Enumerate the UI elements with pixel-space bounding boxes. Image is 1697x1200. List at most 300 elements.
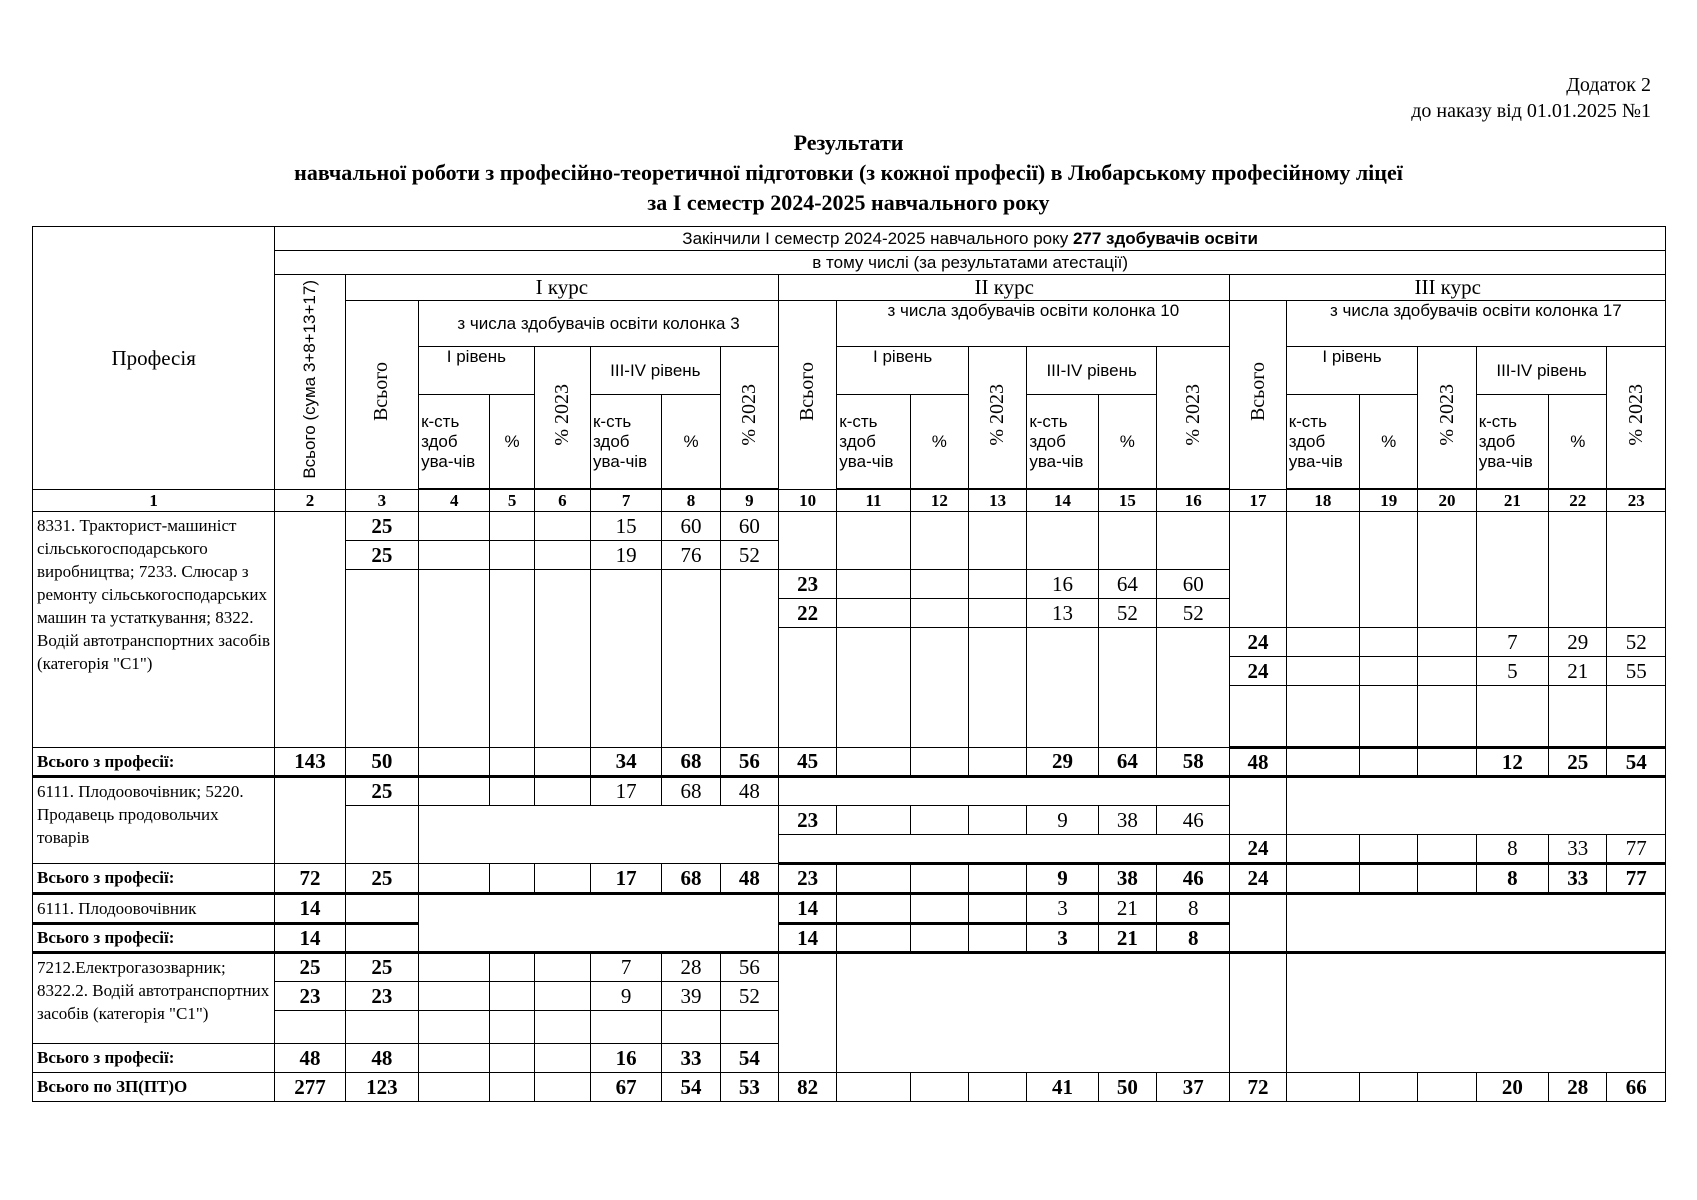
cell: 48 xyxy=(720,777,778,806)
table-row xyxy=(33,894,1666,924)
cell xyxy=(534,777,590,806)
cell xyxy=(969,894,1027,924)
cell xyxy=(837,1073,910,1102)
cell: 277 xyxy=(275,1073,345,1102)
cell: 45 xyxy=(778,748,836,777)
cell xyxy=(490,777,534,806)
pct2023-label: % 2023 xyxy=(1435,383,1458,446)
document-title xyxy=(0,128,1697,218)
cell xyxy=(1418,748,1476,777)
cell xyxy=(419,864,490,894)
header-c2-level1: I рівень xyxy=(837,347,969,395)
cell: 12 xyxy=(1476,748,1548,777)
cell xyxy=(1360,512,1418,628)
cell xyxy=(837,599,910,628)
cell: 52 xyxy=(720,541,778,570)
cell xyxy=(837,864,910,894)
cell xyxy=(490,1011,534,1044)
col-number: 6 xyxy=(534,490,590,512)
col-number: 19 xyxy=(1360,490,1418,512)
cell: 39 xyxy=(662,982,720,1011)
cell: 66 xyxy=(1607,1073,1666,1102)
cell xyxy=(910,599,968,628)
cell: 20 xyxy=(1476,1073,1548,1102)
col-number: 1 xyxy=(33,490,275,512)
cell xyxy=(534,1011,590,1044)
total-row xyxy=(33,864,1666,894)
cell xyxy=(345,1011,418,1044)
cell: 123 xyxy=(345,1073,418,1102)
cell xyxy=(1230,953,1286,1073)
cell xyxy=(419,894,779,953)
cell: 22 xyxy=(778,599,836,628)
title-line-3: за I семестр 2024-2025 навчального року xyxy=(647,190,1050,215)
col-number: 12 xyxy=(910,490,968,512)
cell: 52 xyxy=(720,982,778,1011)
cell xyxy=(837,953,1230,1073)
cell: 46 xyxy=(1157,806,1230,835)
col-number: 18 xyxy=(1286,490,1359,512)
cell: 68 xyxy=(662,864,720,894)
cell: 68 xyxy=(662,777,720,806)
cell: 25 xyxy=(345,953,418,982)
cell: 52 xyxy=(1607,628,1666,657)
header-count: к-сть здоб ува-чів xyxy=(419,395,490,489)
cell: 64 xyxy=(1098,570,1156,599)
cell xyxy=(1360,686,1418,748)
cell xyxy=(969,599,1027,628)
header-c1-pct2023a xyxy=(534,347,590,489)
cell xyxy=(345,806,418,864)
cell xyxy=(490,953,534,982)
header-count: к-сть здоб ува-чів xyxy=(1027,395,1098,489)
col-number: 5 xyxy=(490,490,534,512)
cell: 41 xyxy=(1027,1073,1098,1102)
cell xyxy=(490,1073,534,1102)
cell: 14 xyxy=(275,924,345,953)
cell xyxy=(1607,686,1666,748)
cell xyxy=(1360,864,1418,894)
pct2023-label: % 2023 xyxy=(1624,383,1647,446)
cell xyxy=(969,628,1027,748)
cell xyxy=(1418,835,1476,864)
cell xyxy=(1098,628,1156,748)
cell xyxy=(1230,777,1286,835)
cell xyxy=(419,953,490,982)
cell: 48 xyxy=(345,1044,418,1073)
header-pct: % xyxy=(910,395,968,489)
cell: 33 xyxy=(1549,864,1607,894)
header-c2-sub: з числа здобувачів освіти колонка 10 xyxy=(837,301,1230,347)
completed-count: 277 здобувачів освіти xyxy=(1072,228,1258,248)
cell xyxy=(1418,864,1476,894)
col-number: 13 xyxy=(969,490,1027,512)
header-pct: % xyxy=(662,395,720,489)
header-count: к-сть здоб ува-чів xyxy=(837,395,910,489)
cell xyxy=(490,541,534,570)
header-count: к-сть здоб ува-чів xyxy=(1286,395,1359,489)
cell: 29 xyxy=(1027,748,1098,777)
cell: 14 xyxy=(275,894,345,924)
cell xyxy=(1418,657,1476,686)
cell: 14 xyxy=(778,924,836,953)
cell: 56 xyxy=(720,953,778,982)
cell xyxy=(1286,686,1359,748)
header-c2-total xyxy=(778,301,836,490)
col-number: 8 xyxy=(662,490,720,512)
pct2023-label: % 2023 xyxy=(1181,383,1204,446)
cell: 16 xyxy=(1027,570,1098,599)
col-number: 11 xyxy=(837,490,910,512)
cell: 64 xyxy=(1098,748,1156,777)
cell xyxy=(1286,748,1359,777)
cell xyxy=(534,570,590,748)
cell: 24 xyxy=(1230,657,1286,686)
cell: 25 xyxy=(345,512,418,541)
cell xyxy=(419,777,490,806)
profession-name: 6111. Плодоовочівник xyxy=(33,894,275,924)
cell: 25 xyxy=(1549,748,1607,777)
cell xyxy=(778,953,836,1073)
cell: 3 xyxy=(1027,894,1098,924)
cell: 15 xyxy=(590,512,661,541)
cell: 23 xyxy=(345,982,418,1011)
cell xyxy=(590,1011,661,1044)
cell: 13 xyxy=(1027,599,1098,628)
title-line-2: навчальної роботи з професійно-теоретичної підготовки (з кожної професії) в Любарському професійному ліцеї xyxy=(294,160,1403,185)
cell xyxy=(1286,628,1359,657)
header-pct: % xyxy=(490,395,534,489)
cell xyxy=(837,924,910,953)
cell xyxy=(1360,657,1418,686)
cell: 48 xyxy=(1230,748,1286,777)
cell: 52 xyxy=(1098,599,1156,628)
cell: 5 xyxy=(1476,657,1548,686)
cell: 53 xyxy=(720,1073,778,1102)
col-number: 20 xyxy=(1418,490,1476,512)
cell xyxy=(1286,835,1359,864)
cell xyxy=(1157,512,1230,570)
header-course-2: II курс xyxy=(778,275,1229,301)
table-row xyxy=(33,953,1666,982)
cell: 38 xyxy=(1098,864,1156,894)
cell xyxy=(1549,686,1607,748)
cell: 38 xyxy=(1098,806,1156,835)
cell xyxy=(969,806,1027,835)
cell xyxy=(1286,777,1665,835)
cell: 21 xyxy=(1549,657,1607,686)
cell xyxy=(1286,864,1359,894)
cell xyxy=(490,748,534,777)
cell xyxy=(534,982,590,1011)
cell: 54 xyxy=(1607,748,1666,777)
cell xyxy=(1286,657,1359,686)
header-c1-total xyxy=(345,301,418,490)
cell: 34 xyxy=(590,748,661,777)
cell: 77 xyxy=(1607,864,1666,894)
cell xyxy=(1360,748,1418,777)
cell xyxy=(1286,894,1665,953)
total-label: Всього з професії: xyxy=(33,864,275,894)
cell xyxy=(910,748,968,777)
col-number: 9 xyxy=(720,490,778,512)
cell xyxy=(275,1011,345,1044)
cell: 72 xyxy=(275,864,345,894)
cell: 33 xyxy=(1549,835,1607,864)
col-number: 21 xyxy=(1476,490,1548,512)
header-c1-level1: I рівень xyxy=(419,347,535,395)
cell xyxy=(419,1011,490,1044)
cell xyxy=(1098,512,1156,570)
total-label: Всього xyxy=(1246,362,1269,422)
header-c1-pct2023b xyxy=(720,347,778,489)
cell xyxy=(534,541,590,570)
cell: 55 xyxy=(1607,657,1666,686)
cell: 60 xyxy=(1157,570,1230,599)
cell xyxy=(419,1044,490,1073)
header-completed xyxy=(275,227,1666,251)
cell xyxy=(969,512,1027,570)
col-number: 14 xyxy=(1027,490,1098,512)
cell xyxy=(910,924,968,953)
cell: 7 xyxy=(590,953,661,982)
column-number-row xyxy=(33,490,1666,512)
total-label: Всього xyxy=(796,362,819,422)
pct2023-label: % 2023 xyxy=(737,383,760,446)
total-label: Всього з професії: xyxy=(33,748,275,777)
cell: 8 xyxy=(1476,835,1548,864)
col-number: 15 xyxy=(1098,490,1156,512)
cell xyxy=(419,982,490,1011)
cell xyxy=(275,512,345,748)
cell xyxy=(345,894,418,924)
header-course-3: III курс xyxy=(1230,275,1666,301)
col-number: 2 xyxy=(275,490,345,512)
header-count: к-сть здоб ува-чів xyxy=(590,395,661,489)
cell: 28 xyxy=(662,953,720,982)
header-c2-pct2023a xyxy=(969,347,1027,489)
cell xyxy=(720,1011,778,1044)
cell: 17 xyxy=(590,864,661,894)
cell xyxy=(837,748,910,777)
cell xyxy=(419,541,490,570)
cell xyxy=(534,512,590,541)
header-c1-level34: III-IV рівень xyxy=(590,347,720,395)
profession-name: 8331. Тракторист-машиніст сільськогосподарського виробництва; 7233. Слюсар з ремонту сільськогосподарських машин та устаткування; 8322. Водій автотранспортних засобів (категорія "С1") xyxy=(33,512,275,748)
cell xyxy=(419,806,779,864)
col-number: 22 xyxy=(1549,490,1607,512)
header-c2-pct2023b xyxy=(1157,347,1230,489)
cell: 25 xyxy=(345,777,418,806)
header-c1-sub: з числа здобувачів освіти колонка 3 xyxy=(419,301,779,347)
total-sum-label: Всього (сума 3+8+13+17) xyxy=(300,279,319,479)
cell: 23 xyxy=(778,806,836,835)
cell xyxy=(837,894,910,924)
addendum-line-1: Додаток 2 xyxy=(1566,74,1651,96)
cell: 48 xyxy=(720,864,778,894)
cell xyxy=(534,864,590,894)
table-row xyxy=(33,512,1666,541)
cell xyxy=(837,806,910,835)
cell: 3 xyxy=(1027,924,1098,953)
cell: 52 xyxy=(1157,599,1230,628)
cell: 23 xyxy=(778,864,836,894)
cell: 28 xyxy=(1549,1073,1607,1102)
cell: 16 xyxy=(590,1044,661,1073)
cell: 24 xyxy=(1230,628,1286,657)
cell: 25 xyxy=(345,541,418,570)
cell xyxy=(969,570,1027,599)
col-number: 3 xyxy=(345,490,418,512)
cell: 8 xyxy=(1476,864,1548,894)
pct2023-label: % 2023 xyxy=(550,383,573,446)
cell xyxy=(1360,835,1418,864)
cell xyxy=(1476,512,1548,628)
cell xyxy=(1418,1073,1476,1102)
cell: 21 xyxy=(1098,924,1156,953)
cell xyxy=(720,570,778,748)
cell xyxy=(345,924,418,953)
col-number: 16 xyxy=(1157,490,1230,512)
cell xyxy=(662,1011,720,1044)
cell xyxy=(534,1073,590,1102)
cell: 143 xyxy=(275,748,345,777)
cell xyxy=(590,570,661,748)
cell xyxy=(275,777,345,864)
completed-text: Закінчили I семестр 2024-2025 навчального року xyxy=(682,228,1073,248)
cell: 54 xyxy=(662,1073,720,1102)
cell: 76 xyxy=(662,541,720,570)
cell xyxy=(910,512,968,570)
cell xyxy=(837,628,910,748)
cell xyxy=(1286,512,1359,628)
cell: 48 xyxy=(275,1044,345,1073)
header-c3-level1: I рівень xyxy=(1286,347,1418,395)
cell xyxy=(419,512,490,541)
addendum-note xyxy=(1411,72,1651,124)
cell: 50 xyxy=(1098,1073,1156,1102)
cell xyxy=(1476,686,1548,748)
cell xyxy=(1286,1073,1359,1102)
cell: 24 xyxy=(1230,864,1286,894)
cell xyxy=(534,1044,590,1073)
header-c2-level34: III-IV рівень xyxy=(1027,347,1157,395)
total-row xyxy=(33,748,1666,777)
col-number: 10 xyxy=(778,490,836,512)
cell: 37 xyxy=(1157,1073,1230,1102)
cell: 54 xyxy=(720,1044,778,1073)
table-row xyxy=(33,777,1666,806)
cell: 7 xyxy=(1476,628,1548,657)
cell: 58 xyxy=(1157,748,1230,777)
header-pct: % xyxy=(1549,395,1607,489)
cell xyxy=(910,864,968,894)
header-c3-pct2023b xyxy=(1607,347,1666,489)
cell xyxy=(1418,512,1476,628)
col-number: 23 xyxy=(1607,490,1666,512)
cell xyxy=(910,628,968,748)
cell xyxy=(969,864,1027,894)
header-c3-pct2023a xyxy=(1418,347,1476,489)
cell: 9 xyxy=(1027,864,1098,894)
addendum-line-2: до наказу від 01.01.2025 №1 xyxy=(1411,100,1651,122)
cell xyxy=(490,512,534,541)
cell: 68 xyxy=(662,748,720,777)
cell xyxy=(490,864,534,894)
cell xyxy=(778,835,1229,864)
header-c3-sub: з числа здобувачів освіти колонка 17 xyxy=(1286,301,1665,347)
col-number: 7 xyxy=(590,490,661,512)
cell xyxy=(1230,686,1286,748)
cell: 23 xyxy=(275,982,345,1011)
cell xyxy=(534,953,590,982)
cell xyxy=(662,570,720,748)
cell xyxy=(1549,512,1607,628)
cell: 72 xyxy=(1230,1073,1286,1102)
cell xyxy=(778,628,836,748)
cell xyxy=(1230,894,1286,953)
cell xyxy=(1027,628,1098,748)
cell xyxy=(778,777,1229,806)
cell xyxy=(969,924,1027,953)
grand-total-label: Всього по ЗП(ПТ)О xyxy=(33,1073,275,1102)
profession-name: 6111. Плодоовочівник; 5220. Продавець продовольчих товарів xyxy=(33,777,275,864)
cell: 33 xyxy=(662,1044,720,1073)
cell: 56 xyxy=(720,748,778,777)
cell: 14 xyxy=(778,894,836,924)
cell: 29 xyxy=(1549,628,1607,657)
cell: 19 xyxy=(590,541,661,570)
cell xyxy=(1418,686,1476,748)
profession-name: 7212.Електрогазозварник; 8322.2. Водій автотранспортних засобів (категорія "С1") xyxy=(33,953,275,1044)
cell xyxy=(910,806,968,835)
cell xyxy=(837,512,910,570)
cell: 23 xyxy=(778,570,836,599)
cell xyxy=(1418,628,1476,657)
cell: 25 xyxy=(345,864,418,894)
cell xyxy=(1230,512,1286,628)
cell: 46 xyxy=(1157,864,1230,894)
cell: 8 xyxy=(1157,894,1230,924)
cell xyxy=(490,570,534,748)
header-c3-total xyxy=(1230,301,1286,490)
cell xyxy=(419,570,490,748)
header-pct: % xyxy=(1098,395,1156,489)
header-count: к-сть здоб ува-чів xyxy=(1476,395,1548,489)
cell xyxy=(910,570,968,599)
col-number: 17 xyxy=(1230,490,1286,512)
results-table xyxy=(32,226,1666,1102)
cell xyxy=(910,1073,968,1102)
cell: 60 xyxy=(720,512,778,541)
cell xyxy=(837,570,910,599)
header-profession: Професія xyxy=(33,227,275,490)
cell: 24 xyxy=(1230,835,1286,864)
cell xyxy=(1360,628,1418,657)
cell xyxy=(910,894,968,924)
cell xyxy=(1027,512,1098,570)
cell: 77 xyxy=(1607,835,1666,864)
cell xyxy=(490,982,534,1011)
cell xyxy=(419,748,490,777)
cell: 25 xyxy=(275,953,345,982)
total-label: Всього з професії: xyxy=(33,924,275,953)
cell: 8 xyxy=(1157,924,1230,953)
cell xyxy=(969,1073,1027,1102)
cell xyxy=(778,512,836,570)
cell xyxy=(1607,512,1666,628)
cell: 21 xyxy=(1098,894,1156,924)
